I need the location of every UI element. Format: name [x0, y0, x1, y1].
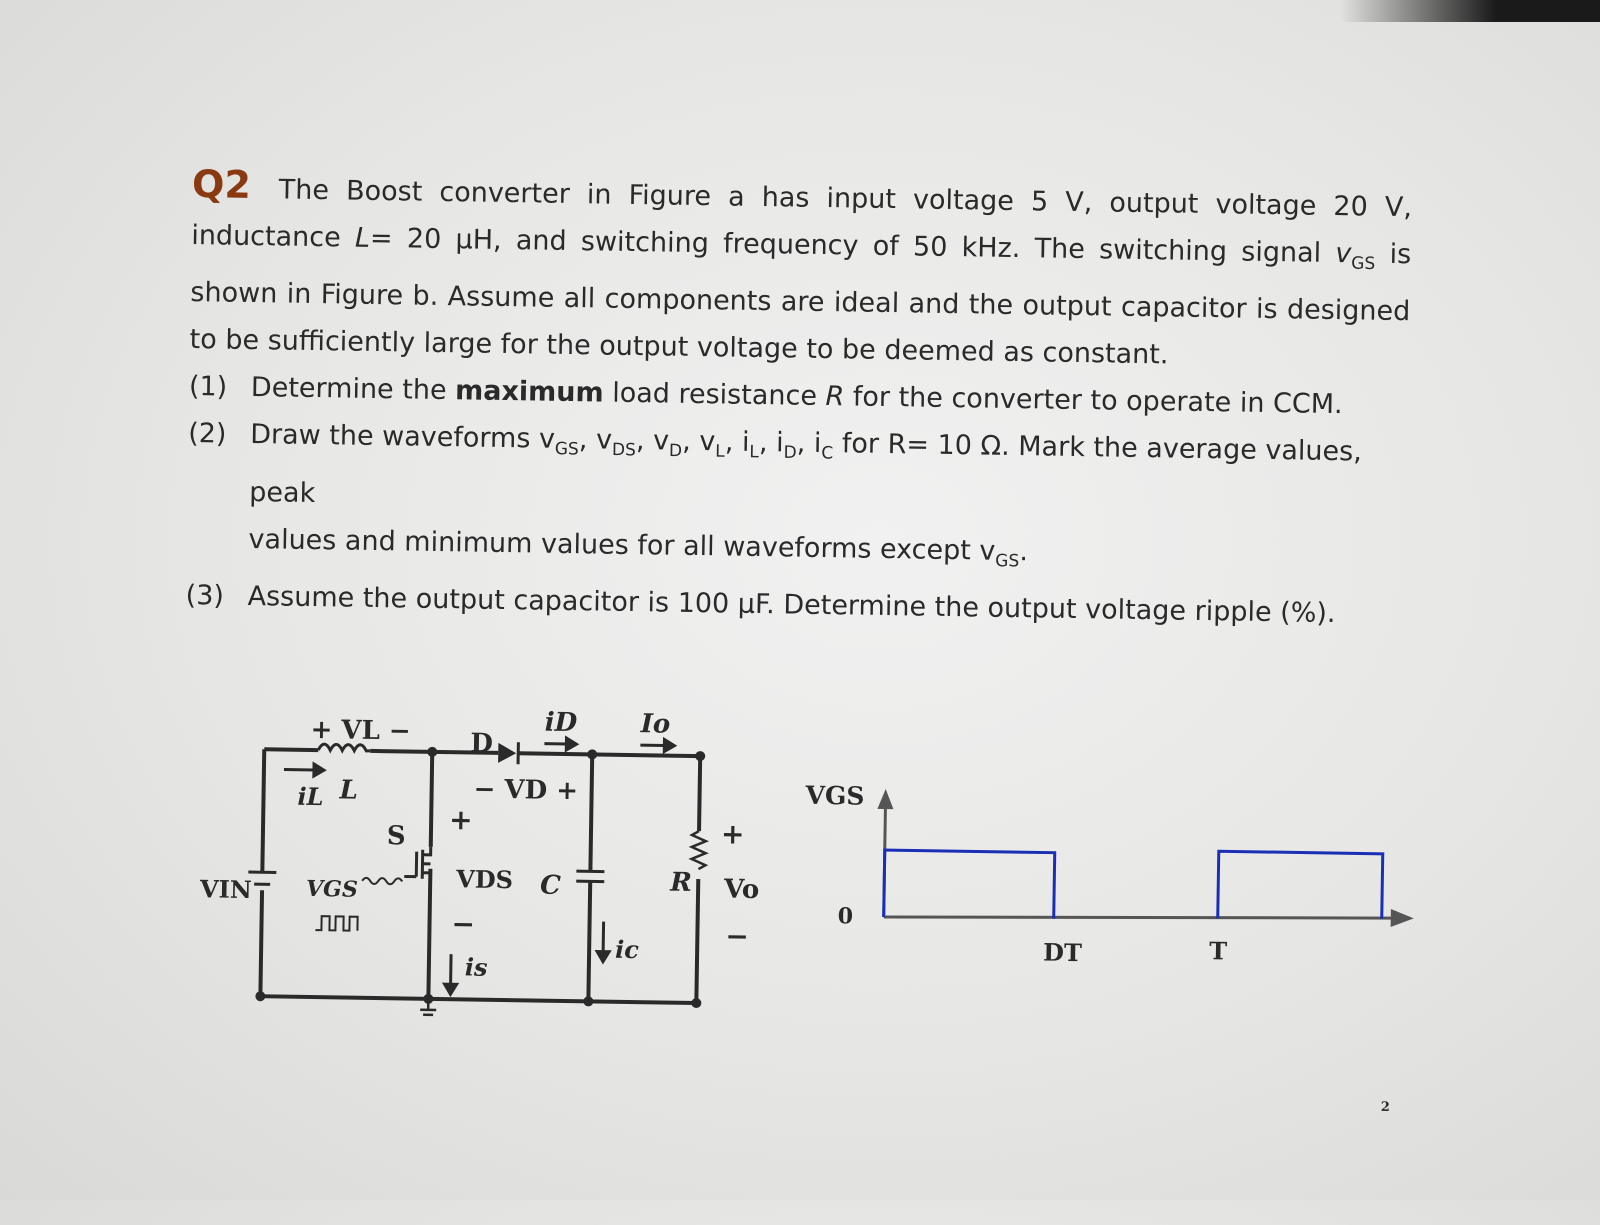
vo-plus: +	[721, 817, 745, 850]
vgs-waveform-figure	[802, 781, 1416, 973]
y-axis-arrow-icon	[877, 789, 893, 809]
capacitor-label: C	[540, 871, 561, 901]
switch-label: S	[387, 821, 406, 851]
t-label: T	[1209, 936, 1227, 965]
io-label: Io	[639, 709, 670, 739]
question-intro: Q2 The Boost converter in Figure a has input voltage 5 V, output voltage 20 V, inductance L= 20 µH, and switching frequency of 50 kHz. The switching signal $v_{GS}$ is shown in Figure b. Assume all components are ideal and the output capacitor is designed to be sufficiently large for the output voltage to be deemed as constant.	[189, 161, 1412, 383]
vo-minus: −	[725, 920, 749, 953]
vds-plus: +	[449, 803, 473, 836]
diode-label: D	[470, 728, 493, 758]
ic-label: ic	[615, 935, 640, 964]
is-label: is	[465, 952, 489, 981]
waveform-ylabel: VGS	[804, 781, 864, 811]
vds-minus: −	[451, 907, 475, 940]
il-label: iL	[297, 782, 323, 811]
x-axis	[884, 910, 1398, 925]
question-item-2-line1: Draw the waveforms $v_{GS}$, $v_{DS}$, $v_D$, $v_L$, $i_L$, $i_D$, $i_C$ for R= 10 Ω. Mark the average values, peak	[249, 411, 1408, 534]
question-item-3: (3) Assume the output capacitor is 100 µF. Determine the output voltage ripple (%).	[185, 572, 1406, 638]
vin-label: VIN	[199, 874, 252, 904]
question-item-2-cont: values and minimum values for all waveforms except $v_{GS}$.	[186, 515, 1407, 592]
id-label: iD	[544, 708, 577, 739]
inductor-label: L	[338, 775, 358, 805]
vl-label: + VL −	[310, 715, 411, 747]
x-axis-arrow-icon	[1391, 909, 1414, 927]
resistor-label: R	[669, 868, 692, 898]
dt-label: DT	[1043, 938, 1082, 968]
vds-label: VDS	[455, 864, 513, 894]
vgs-pulse-1	[884, 850, 1055, 920]
pulse-train-icon	[315, 916, 357, 931]
question-number: Q2	[192, 162, 251, 207]
vd-label: − VD +	[473, 775, 578, 807]
diode-symbol	[498, 743, 516, 763]
monitor-bezel	[1340, 0, 1600, 22]
resistor-symbol	[691, 831, 706, 869]
question-item-2: (2) Draw the waveforms $v_{GS}$, $v_{DS}$, $v_D$, $v_L$, $i_L$, $i_D$, $i_C$ for R= 10 Ω. Mark the average values, peak	[187, 410, 1408, 534]
vo-label: Vo	[723, 874, 760, 905]
mosfet-switch	[404, 846, 430, 878]
vgs-pulse-2	[1218, 851, 1383, 921]
gate-drive-signal	[362, 878, 402, 885]
vgs-source-label: VGS	[306, 876, 358, 903]
page-number: 2	[1381, 1100, 1390, 1115]
question-item-1: (1) Determine the maximum load resistance R for the converter to operate in CCM.	[189, 363, 1410, 429]
waveform-zero-label: 0	[838, 903, 854, 929]
